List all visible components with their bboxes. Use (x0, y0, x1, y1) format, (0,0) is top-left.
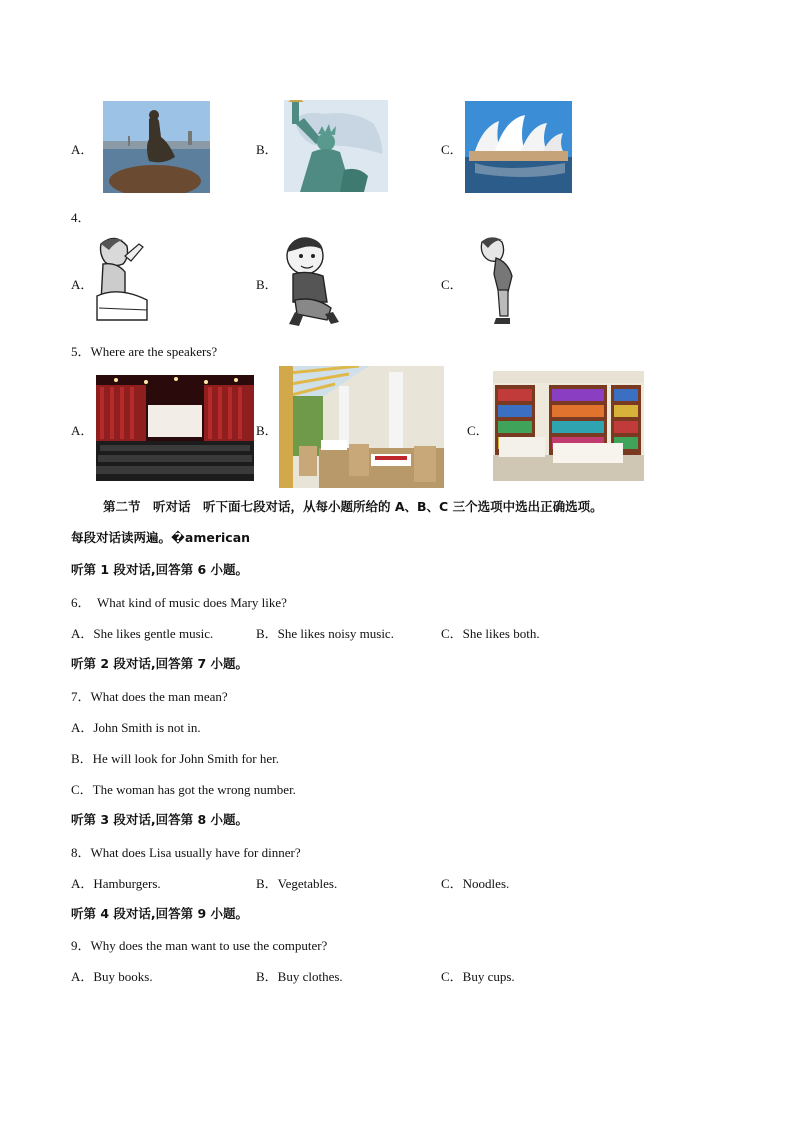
question-7: 7．What does the man mean? (71, 689, 228, 704)
dialogue-2-intro: 听第 2 段对话,回答第 7 小题。 (71, 656, 249, 671)
q7-option-a[interactable]: A．John Smith is not in. (71, 720, 201, 735)
question-5: 5．Where are the speakers? (71, 344, 218, 359)
boy-sitting-cartoon (281, 234, 341, 328)
dialogue-3-intro: 听第 3 段对话,回答第 8 小题。 (71, 812, 249, 827)
option-label: A． (71, 142, 94, 157)
boy-bowing-cartoon (474, 234, 520, 328)
q9-option-a[interactable]: A．Buy books. (71, 969, 153, 984)
q8-option-a[interactable]: A．Hamburgers. (71, 876, 161, 891)
dialogue-4-intro: 听第 4 段对话,回答第 9 小题。 (71, 906, 249, 921)
q7-option-b[interactable]: B．He will look for John Smith for her. (71, 751, 279, 766)
question-9: 9．Why does the man want to use the computer? (71, 938, 328, 953)
option-label: B． (256, 423, 278, 438)
q6-option-b[interactable]: B．She likes noisy music. (256, 626, 394, 641)
option-label: C． (467, 423, 489, 438)
sydney-opera-house-photo (465, 101, 572, 193)
cinema-photo (96, 375, 254, 481)
option-label: B． (256, 277, 278, 292)
restaurant-photo (279, 366, 444, 488)
question-6: 6． What kind of music does Mary like? (71, 595, 287, 610)
q9-option-c[interactable]: C．Buy cups. (441, 969, 515, 984)
option-label: A． (71, 277, 94, 292)
question-number-4: 4． (71, 210, 91, 225)
option-label: A． (71, 423, 94, 438)
section-2-heading-continued: 每段对话读两遍。�american (71, 530, 251, 545)
option-label: C． (441, 277, 463, 292)
option-label: C． (441, 142, 463, 157)
q8-option-c[interactable]: C．Noodles. (441, 876, 510, 891)
q6-option-a[interactable]: A．She likes gentle music. (71, 626, 214, 641)
q6-option-c[interactable]: C．She likes both. (441, 626, 540, 641)
option-label: B． (256, 142, 278, 157)
q8-option-b[interactable]: B．Vegetables. (256, 876, 338, 891)
q9-option-b[interactable]: B．Buy clothes. (256, 969, 343, 984)
q7-option-c[interactable]: C．The woman has got the wrong number. (71, 782, 296, 797)
library-photo (493, 371, 644, 481)
little-mermaid-statue-photo (103, 101, 210, 193)
question-8: 8．What does Lisa usually have for dinner? (71, 845, 301, 860)
dialogue-1-intro: 听第 1 段对话,回答第 6 小题。 (71, 562, 249, 577)
boy-pointing-cartoon (95, 234, 153, 326)
statue-of-liberty-photo (284, 100, 388, 192)
section-2-heading: 第二节 听对话 听下面七段对话，从每小题所给的 A、B、C 三个选项中选出正确选项。 (103, 499, 603, 514)
